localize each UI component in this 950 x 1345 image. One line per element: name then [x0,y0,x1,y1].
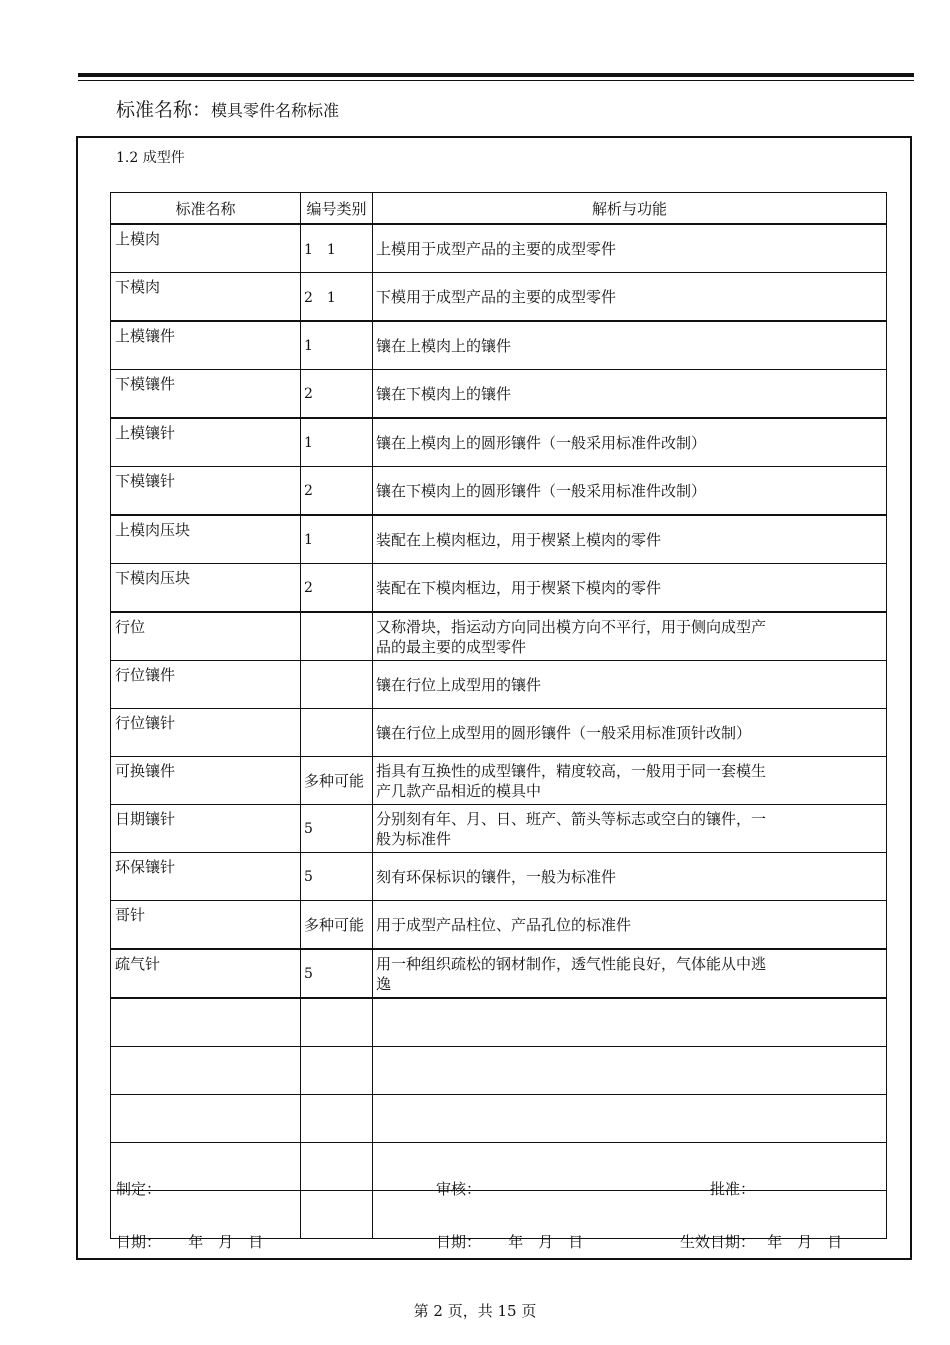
cell-name: 行位 [111,612,301,661]
review-date: 日期： 年 月 日 [436,1233,584,1251]
cell-name: 上模肉 [111,224,301,273]
cell-desc-text: 又称滑块，指运动方向同出模方向不平行，用于侧向成型产品的最主要的成型零件 [376,617,767,656]
cell-name: 可换镶件 [111,757,301,805]
table-row [111,661,887,709]
table-row [111,224,887,273]
cell-desc-text: 上模用于成型产品的主要的成型零件 [376,239,617,258]
header-rule-thin [78,80,914,81]
cell-desc [373,901,887,950]
cell-desc [373,949,887,998]
cell-desc [373,757,887,805]
cell-desc [373,612,887,661]
cell-desc [373,853,887,901]
table-row [111,273,887,322]
cell-desc [373,467,887,516]
review-label: 审核： [436,1180,482,1198]
cell-desc [373,515,887,564]
table-row [111,1047,887,1095]
table-row [111,1095,887,1143]
cell-name [111,1047,301,1095]
cell-name: 上模镶件 [111,321,301,370]
cell-name [111,998,301,1047]
table-row [111,949,887,998]
cell-code: 5 [301,949,373,998]
made-by-label: 制定： [116,1180,162,1198]
cell-code [301,1143,373,1191]
cell-code: 2 [301,370,373,419]
cell-code: 2 [301,467,373,516]
cell-code: 多种可能 [301,901,373,950]
cell-desc-text: 用于成型产品柱位、产品孔位的标准件 [376,915,632,934]
cell-name [111,1095,301,1143]
cell-name: 行位镶件 [111,661,301,709]
cell-desc-text: 镶在行位上成型用的镶件 [376,675,542,694]
table-row [111,709,887,757]
header-code: 编号类别 [301,193,373,225]
approve-label: 批准： [710,1180,756,1198]
table-row [111,757,887,805]
cell-name: 下模镶件 [111,370,301,419]
cell-name: 环保镶针 [111,853,301,901]
parts-table [110,192,887,1239]
cell-desc [373,1047,887,1095]
cell-name: 下模肉压块 [111,564,301,613]
cell-desc-text: 镶在下模肉上的镶件 [376,384,512,403]
cell-code [301,612,373,661]
effective-date: 生效日期： 年 月 日 [680,1233,843,1251]
cell-desc-text: 镶在上模肉上的镶件 [376,336,512,355]
cell-desc [373,1095,887,1143]
cell-name: 上模镶针 [111,418,301,467]
cell-code: 1 [301,321,373,370]
cell-desc [373,370,887,419]
cell-name: 上模肉压块 [111,515,301,564]
standard-title [116,95,339,122]
table-header-row [111,193,887,225]
cell-desc-text: 镶在行位上成型用的圆形镶件（一般采用标准顶针改制） [376,723,752,742]
table-row [111,564,887,613]
cell-code [301,661,373,709]
table-row [111,853,887,901]
made-date: 日期： 年 月 日 [116,1233,264,1251]
cell-desc [373,998,887,1047]
table-row [111,467,887,516]
cell-desc-text: 刻有环保标识的镶件，一般为标准件 [376,867,617,886]
standard-title-label: 标准名称： [116,99,212,121]
table-row [111,998,887,1047]
cell-name: 下模肉 [111,273,301,322]
cell-desc [373,805,887,853]
table-row [111,901,887,950]
cell-desc [373,661,887,709]
cell-desc-text: 镶在上模肉上的圆形镶件（一般采用标准件改制） [376,433,707,452]
cell-code [301,709,373,757]
cell-code: 2 1 [301,273,373,322]
cell-code [301,1047,373,1095]
cell-code: 1 [301,515,373,564]
header-name: 标准名称 [111,193,301,225]
cell-code [301,998,373,1047]
table-row [111,370,887,419]
cell-code: 1 [301,418,373,467]
table-row [111,805,887,853]
cell-code: 2 [301,564,373,613]
page-footer: 第 2 页，共 15 页 [413,1302,537,1320]
table-row [111,612,887,661]
cell-desc-text: 用一种组织疏松的钢材制作，透气性能良好，气体能从中逃逸 [376,954,767,993]
cell-desc-text: 装配在下模肉框边，用于楔紧下模肉的零件 [376,578,662,597]
cell-code: 5 [301,853,373,901]
cell-desc [373,224,887,273]
table-row [111,1143,887,1191]
cell-desc-text: 指具有互换性的成型镶件，精度较高，一般用于同一套模生产几款产品相近的模具中 [376,761,767,800]
cell-code [301,1191,373,1239]
table-row [111,418,887,467]
cell-desc [373,418,887,467]
cell-name: 哥针 [111,901,301,950]
cell-code: 1 1 [301,224,373,273]
table-row [111,515,887,564]
cell-name: 疏气针 [111,949,301,998]
cell-desc-text: 装配在上模肉框边，用于楔紧上模肉的零件 [376,530,662,549]
cell-code: 5 [301,805,373,853]
header-rule-thick [78,73,914,77]
header-desc: 解析与功能 [373,193,887,225]
cell-desc [373,321,887,370]
cell-desc-text: 分别刻有年、月、日、班产、箭头等标志或空白的镶件，一般为标准件 [376,809,767,848]
cell-desc [373,564,887,613]
standard-title-value: 模具零件名称标准 [211,101,340,120]
cell-desc [373,709,887,757]
section-heading: 1.2 成型件 [116,150,185,166]
cell-name: 下模镶针 [111,467,301,516]
table-row [111,321,887,370]
cell-name: 日期镶针 [111,805,301,853]
cell-code: 多种可能 [301,757,373,805]
cell-desc-text: 下模用于成型产品的主要的成型零件 [376,287,617,306]
cell-code [301,1095,373,1143]
cell-name: 行位镶针 [111,709,301,757]
cell-desc [373,273,887,322]
cell-desc-text: 镶在下模肉上的圆形镶件（一般采用标准件改制） [376,481,707,500]
